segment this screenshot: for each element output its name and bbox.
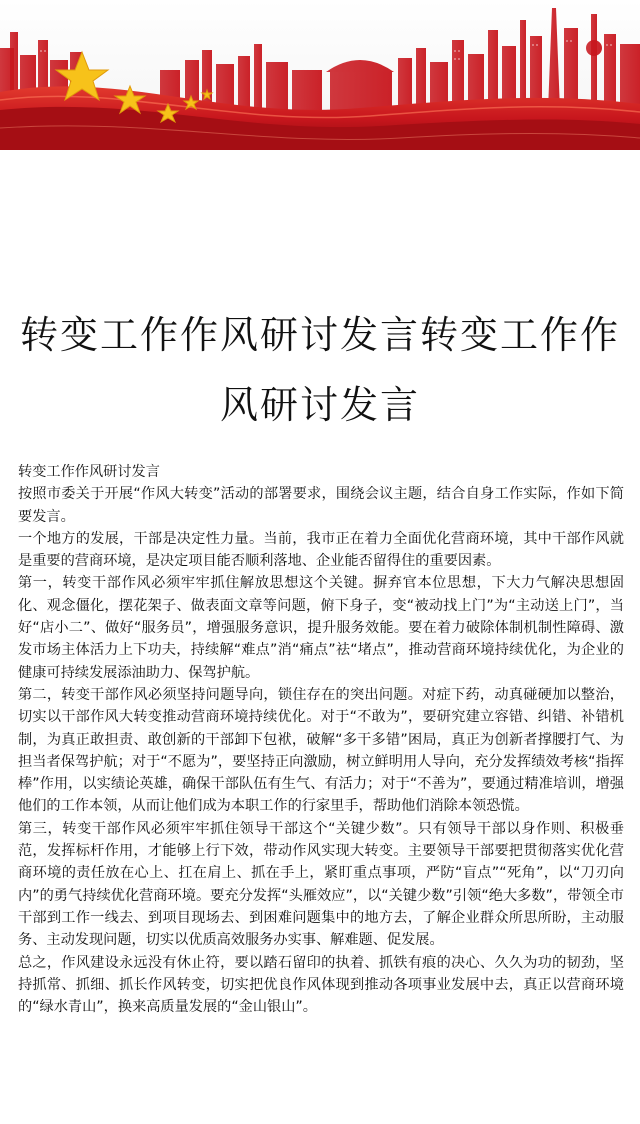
body-paragraph-third-point: 第三，转变干部作风必须牢牢抓住领导干部这个“关键少数”。只有领导干部以身作则、积极垂范，发挥标杆作用，才能够上行下效，带动作风实现大转变。主要领导干部要把贯彻落实优化营商环境的责任放在心上、扛在肩上、抓在手上，紧盯重点事项，严防“盲点”“死角”，以“刀刃向内”的勇气持续优化营商环境。要充分发挥“头雁效应”，以“关键少数”引领“绝大多数”，带领全市干部到工作一线去、到项目现场去、到困难问题集中的地方去，了解企业群众所思所盼，主动服务、主动发现问题，切实以优质高效服务办实事、解难题、促发展。 — [18, 820, 624, 949]
document-title — [0, 300, 640, 440]
title-line-1: 转变工作作风研讨发言转变工作作 — [19, 313, 620, 357]
body-paragraph-conclusion: 总之，作风建设永远没有休止符，要以踏石留印的执着、抓铁有痕的决心、久久为功的韧劲，坚持抓常、抓细、抓长作风转变，切实把优良作风体现到推动各项事业发展中去，真正以营商环境的“绿水青山”，换来高质量发展的“金山银山”。 — [18, 954, 624, 1016]
banner-graphic — [0, 0, 640, 150]
body-heading: 转变工作作风研讨发言 — [18, 464, 160, 480]
body-paragraph-intro: 按照市委关于开展“作风大转变”活动的部署要求，围绕会议主题，结合自身工作实际，作如下简要发言。 — [18, 486, 624, 525]
title-line-2: 风研讨发言 — [219, 383, 420, 427]
document-body — [18, 461, 624, 1018]
body-paragraph: 一个地方的发展，干部是决定性力量。当前，我市正在着力全面优化营商环境，其中干部作风就是重要的营商环境，是决定项目能否顺利落地、企业能否留得住的重要因素。 — [18, 530, 624, 570]
header-banner — [0, 0, 640, 150]
body-paragraph-first-point: 第一，转变干部作风必须牢牢抓住解放思想这个关键。摒弃官本位思想，下大力气解决思想固化、观念僵化，摆花架子、做表面文章等问题，俯下身子，变“被动找上门”为“主动送上门”，当好“店小二”、做好“服务员”，增强服务意识，提升服务效能。要在着力破除体制机制性障碍、激发市场主体活力上下功夫，持续解“难点”消“痛点”祛“堵点”，推动营商环境持续优化，为企业的健康可持续发展添油助力、保驾护航。 — [18, 575, 624, 681]
body-paragraph-second-point: 第二，转变干部作风必须坚持问题导向，锁住存在的突出问题。对症下药，动真碰硬加以整治，切实以干部作风大转变推动营商环境持续优化。对于“不敢为”，要研究建立容错、纠错、补错机制，为真正敢担责、敢创新的干部卸下包袱，破解“多干多错”困局，真正为创新者撑腰打气、为担当者保驾护航；对于“不愿为”，要坚持正向激励，树立鲜明用人导向，充分发挥绩效考核“指挥棒”作用，以实绩论英雄，确保干部队伍有生气、有活力；对于“不善为”，要通过精准培训，增强他们的工作本领，从而让他们成为本职工作的行家里手，帮助他们消除本领恐慌。 — [18, 686, 624, 815]
